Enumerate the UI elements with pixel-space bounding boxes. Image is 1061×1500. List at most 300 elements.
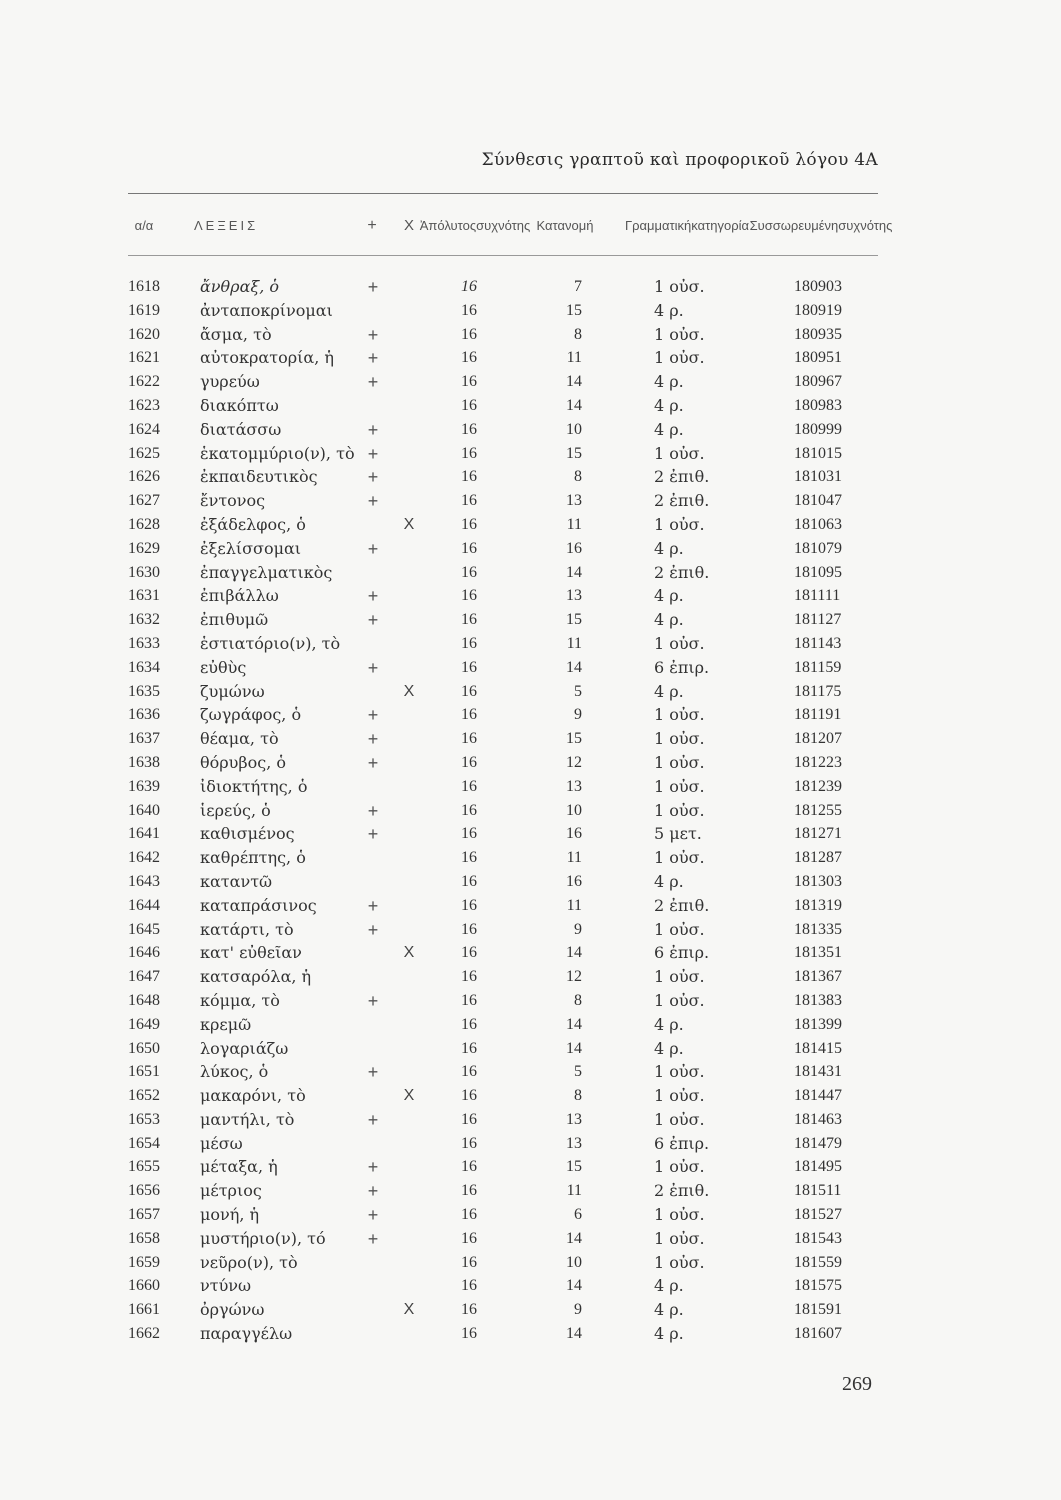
entry-plus-mark: + [367,752,379,773]
table-row [0,1274,1061,1298]
entry-cumulative-frequency: 181319 [794,896,842,914]
entry-absolute-frequency: 16 [461,539,477,557]
entry-word: ἀνταποκρίνομαι [200,300,333,320]
entry-absolute-frequency: 16 [461,373,477,391]
entry-number: 1650 [128,1039,160,1057]
table-row [0,346,1061,370]
entry-plus-mark: + [367,586,379,607]
column-header-plus: + [367,216,377,234]
entry-number: 1646 [128,944,160,962]
entry-x-mark: Χ [403,1301,415,1319]
entry-word: θόρυβος, ὁ [200,752,287,772]
entry-cumulative-frequency: 181191 [794,706,842,724]
entry-x-mark: Χ [403,1087,415,1105]
entry-distribution: 10 [566,1253,582,1271]
entry-number: 1655 [128,1158,160,1176]
entry-word: νεῦρο(ν), τὸ [200,1252,298,1272]
entry-distribution: 16 [566,872,582,890]
entry-distribution: 11 [566,515,582,533]
entry-plus-mark: + [367,800,379,821]
entry-cumulative-frequency: 181431 [794,1063,842,1081]
entry-grammatical-category: 2 ἐπιθ. [654,1181,710,1201]
entry-cumulative-frequency: 180951 [794,349,842,367]
entry-number: 1639 [128,777,160,795]
entry-distribution: 15 [566,611,582,629]
entry-absolute-frequency: 16 [461,1039,477,1057]
entry-cumulative-frequency: 181111 [794,587,841,605]
entry-word: μυστήριο(ν), τό [200,1228,326,1248]
entry-absolute-frequency: 16 [461,849,477,867]
entry-distribution: 8 [574,325,582,343]
entry-word: ζυμώνω [200,681,265,701]
entry-cumulative-frequency: 181063 [794,515,842,533]
entry-plus-mark: + [367,610,379,631]
entry-absolute-frequency: 16 [461,1277,477,1295]
entry-absolute-frequency: 16 [461,420,477,438]
entry-word: ἄσμα, τὸ [200,324,272,344]
entry-absolute-frequency: 16 [461,658,477,676]
entry-plus-mark: + [367,1181,379,1202]
entry-cumulative-frequency: 181335 [794,920,842,938]
entry-number: 1628 [128,515,160,533]
entry-absolute-frequency: 16 [461,1158,477,1176]
table-row [0,1132,1061,1156]
entry-number: 1637 [128,730,160,748]
entry-grammatical-category: 1 οὐσ. [654,848,705,868]
entry-word: μαντήλι, τὸ [200,1109,295,1129]
entry-number: 1633 [128,634,160,652]
entry-word: κρεμῶ [200,1014,252,1034]
entry-cumulative-frequency: 181351 [794,944,842,962]
entry-absolute-frequency: 16 [461,777,477,795]
entry-plus-mark: + [367,1205,379,1226]
entry-cumulative-frequency: 181255 [794,801,842,819]
entry-word: μέσω [200,1133,243,1153]
entry-plus-mark: + [367,824,379,845]
entry-word: αὐτοκρατορία, ἡ [200,348,334,368]
entry-cumulative-frequency: 181095 [794,563,842,581]
entry-grammatical-category: 4 ρ. [654,395,684,415]
entry-cumulative-frequency: 181463 [794,1110,842,1128]
entry-distribution: 11 [566,1182,582,1200]
entry-word: διακόπτω [200,395,279,415]
entry-cumulative-frequency: 180967 [794,373,842,391]
entry-absolute-frequency: 16 [461,1325,477,1343]
entry-grammatical-category: 1 οὐσ. [654,919,705,939]
table-row [0,608,1061,632]
entry-distribution: 14 [566,1277,582,1295]
entry-distribution: 15 [566,301,582,319]
table-row [0,370,1061,394]
entry-cumulative-frequency: 181495 [794,1158,842,1176]
entry-cumulative-frequency: 181415 [794,1039,842,1057]
entry-number: 1640 [128,801,160,819]
entry-cumulative-frequency: 181143 [794,634,842,652]
entry-cumulative-frequency: 180983 [794,396,842,414]
entry-cumulative-frequency: 181047 [794,492,842,510]
entry-cumulative-frequency: 181207 [794,730,842,748]
table-row [0,894,1061,918]
entry-cumulative-frequency: 181607 [794,1325,842,1343]
entry-grammatical-category: 1 οὐσ. [654,1062,705,1082]
entry-distribution: 14 [566,1015,582,1033]
entry-plus-mark: + [367,895,379,916]
entry-cumulative-frequency: 181511 [794,1182,842,1200]
entry-grammatical-category: 4 ρ. [654,610,684,630]
entry-word: λύκος, ὁ [200,1062,269,1082]
entry-word: κόμμα, τὸ [200,990,280,1010]
entry-grammatical-category: 1 οὐσ. [654,967,705,987]
entry-distribution: 8 [574,991,582,1009]
entry-absolute-frequency: 16 [461,349,477,367]
entry-distribution: 14 [566,1229,582,1247]
entry-grammatical-category: 2 ἐπιθ. [654,562,710,582]
entry-grammatical-category: 1 οὐσ. [654,729,705,749]
entry-cumulative-frequency: 180919 [794,301,842,319]
entry-number: 1661 [128,1301,160,1319]
entry-word: ὀργώνω [200,1300,265,1320]
page-number: 269 [842,1373,872,1395]
entry-word: λογαριάζω [200,1038,289,1058]
entry-cumulative-frequency: 181367 [794,968,842,986]
entry-grammatical-category: 1 οὐσ. [654,990,705,1010]
entry-number: 1643 [128,872,160,890]
entry-absolute-frequency: 16 [461,301,477,319]
entry-absolute-frequency: 16 [461,444,477,462]
entry-absolute-frequency: 16 [461,944,477,962]
entry-distribution: 11 [566,849,582,867]
entry-cumulative-frequency: 181127 [794,611,842,629]
entry-absolute-frequency: 16 [461,1229,477,1247]
table-row [0,680,1061,704]
entry-word: ἑκατομμύριο(ν), τὸ [200,443,355,463]
table-row [0,537,1061,561]
entry-number: 1634 [128,658,160,676]
entry-grammatical-category: 6 ἐπιρ. [654,1133,710,1153]
entry-distribution: 14 [566,563,582,581]
entry-number: 1632 [128,611,160,629]
column-header-grammatical-category: Γραμματική κατηγορία [624,217,750,233]
entry-word: κατ' εὐθεῖαν [200,943,302,963]
entry-grammatical-category: 2 ἐπιθ. [654,895,710,915]
entry-number: 1648 [128,991,160,1009]
entry-number: 1621 [128,349,160,367]
entry-number: 1642 [128,849,160,867]
entry-plus-mark: + [367,277,379,297]
entry-number: 1618 [128,278,160,295]
entry-number: 1641 [128,825,160,843]
entry-grammatical-category: 1 οὐσ. [654,1109,705,1129]
entry-absolute-frequency: 16 [461,1015,477,1033]
entry-word: μέταξα, ἡ [200,1157,278,1177]
entry-word: ἐξελίσσομαι [200,538,302,558]
entry-absolute-frequency: 16 [461,682,477,700]
table-row [0,323,1061,347]
table-row [0,656,1061,680]
entry-absolute-frequency: 16 [461,1182,477,1200]
entry-cumulative-frequency: 181079 [794,539,842,557]
entry-number: 1659 [128,1253,160,1271]
entry-absolute-frequency: 16 [461,611,477,629]
entry-distribution: 15 [566,730,582,748]
entry-distribution: 16 [566,825,582,843]
entry-plus-mark: + [367,491,379,512]
entry-cumulative-frequency: 181447 [794,1087,842,1105]
entry-absolute-frequency: 16 [461,1206,477,1224]
entry-grammatical-category: 4 ρ. [654,1300,684,1320]
entry-distribution: 14 [566,944,582,962]
entry-word: ἐκπαιδευτικὸς [200,467,318,487]
entry-distribution: 13 [566,492,582,510]
entry-word: καθισμένος [200,824,295,844]
entry-cumulative-frequency: 181271 [794,825,842,843]
entry-distribution: 14 [566,1039,582,1057]
entry-cumulative-frequency: 180903 [794,278,842,295]
entry-plus-mark: + [367,467,379,488]
entry-number: 1627 [128,492,160,510]
entry-word: καταντῶ [200,871,273,891]
entry-number: 1638 [128,753,160,771]
entry-absolute-frequency: 16 [461,920,477,938]
entry-grammatical-category: 1 οὐσ. [654,1228,705,1248]
entry-distribution: 8 [574,468,582,486]
table-row [0,442,1061,466]
entry-cumulative-frequency: 180935 [794,325,842,343]
entry-word: ἐπαγγελματικὸς [200,562,333,582]
table-row [0,822,1061,846]
entry-x-mark: Χ [403,944,415,962]
table-row [0,989,1061,1013]
table-row [0,465,1061,489]
table-row [0,751,1061,775]
table-row [0,870,1061,894]
entry-cumulative-frequency: 181239 [794,777,842,795]
entry-distribution: 14 [566,658,582,676]
entry-word: ζωγράφος, ὁ [200,705,302,725]
entry-word: ἐπιβάλλω [200,586,279,606]
table-row [0,1155,1061,1179]
entry-distribution: 13 [566,777,582,795]
table-row [0,1227,1061,1251]
entry-grammatical-category: 1 οὐσ. [654,1086,705,1106]
entry-absolute-frequency: 16 [461,396,477,414]
entry-plus-mark: + [367,1062,379,1083]
entry-absolute-frequency: 16 [461,515,477,533]
running-head: Σύνθεσις γραπτοῦ καὶ προφορικοῦ λόγου 4Α [481,150,878,170]
entry-distribution: 5 [574,1063,582,1081]
entry-number: 1662 [128,1325,160,1343]
table-row [0,1251,1061,1275]
entry-plus-mark: + [367,705,379,726]
entry-number: 1651 [128,1063,160,1081]
entry-word: μέτριος [200,1181,262,1201]
entry-grammatical-category: 4 ρ. [654,681,684,701]
entry-grammatical-category: 4 ρ. [654,419,684,439]
entry-absolute-frequency: 16 [461,730,477,748]
entry-absolute-frequency: 16 [461,587,477,605]
table-row [0,918,1061,942]
table-row [0,513,1061,537]
table-row [0,632,1061,656]
entry-plus-mark: + [367,324,379,345]
entry-absolute-frequency: 16 [461,968,477,986]
entry-word: παραγγέλω [200,1324,293,1344]
entry-distribution: 12 [566,968,582,986]
entry-distribution: 16 [566,539,582,557]
entry-plus-mark: + [367,443,379,464]
entry-distribution: 10 [566,801,582,819]
entry-grammatical-category: 4 ρ. [654,1276,684,1296]
entry-cumulative-frequency: 181287 [794,849,842,867]
entry-grammatical-category: 1 οὐσ. [654,633,705,653]
entry-grammatical-category: 1 οὐσ. [654,1252,705,1272]
entry-word: διατάσσω [200,419,282,439]
entry-number: 1657 [128,1206,160,1224]
entry-grammatical-category: 1 οὐσ. [654,752,705,772]
entry-cumulative-frequency: 181575 [794,1277,842,1295]
entry-absolute-frequency: 16 [461,1087,477,1105]
entry-grammatical-category: 4 ρ. [654,1324,684,1344]
entry-distribution: 15 [566,444,582,462]
entry-grammatical-category: 1 οὐσ. [654,443,705,463]
entry-word: καθρέπτης, ὁ [200,848,306,868]
entry-absolute-frequency: 16 [461,1134,477,1152]
entry-plus-mark: + [367,729,379,750]
entry-absolute-frequency: 16 [461,278,477,295]
entry-plus-mark: + [367,538,379,559]
entry-plus-mark: + [367,348,379,369]
entry-cumulative-frequency: 181303 [794,872,842,890]
entry-grammatical-category: 6 ἐπιρ. [654,657,710,677]
entry-cumulative-frequency: 181479 [794,1134,842,1152]
entry-number: 1620 [128,325,160,343]
entry-distribution: 9 [574,706,582,724]
entry-cumulative-frequency: 180999 [794,420,842,438]
column-header-absolute-frequency: Ἀπόλυτος συχνότης [419,217,531,233]
entry-cumulative-frequency: 181559 [794,1253,842,1271]
entry-absolute-frequency: 16 [461,706,477,724]
entry-plus-mark: + [367,372,379,393]
entry-distribution: 13 [566,1134,582,1152]
entry-grammatical-category: 1 οὐσ. [654,514,705,534]
entry-absolute-frequency: 16 [461,825,477,843]
entry-plus-mark: + [367,1109,379,1130]
entry-distribution: 7 [574,278,582,295]
entry-plus-mark: + [367,990,379,1011]
table-row [0,941,1061,965]
entry-plus-mark: + [367,1228,379,1249]
table-row [0,727,1061,751]
entry-word: ἔντονος [200,491,266,511]
entry-grammatical-category: 6 ἐπιρ. [654,943,710,963]
entry-grammatical-category: 4 ρ. [654,871,684,891]
entry-absolute-frequency: 16 [461,468,477,486]
entry-grammatical-category: 4 ρ. [654,1014,684,1034]
entry-distribution: 9 [574,920,582,938]
entry-distribution: 13 [566,1110,582,1128]
entry-absolute-frequency: 16 [461,872,477,890]
entry-plus-mark: + [367,919,379,940]
entry-distribution: 9 [574,1301,582,1319]
entry-absolute-frequency: 16 [461,1253,477,1271]
column-header-aa: α/α [134,217,154,233]
entry-grammatical-category: 1 οὐσ. [654,277,705,296]
entry-distribution: 10 [566,420,582,438]
entry-number: 1649 [128,1015,160,1033]
column-header-lexeis: ΛΕΞΕΙΣ [194,217,259,233]
entry-number: 1644 [128,896,160,914]
entry-word: εὐθὺς [200,657,247,677]
entry-absolute-frequency: 16 [461,563,477,581]
entry-grammatical-category: 2 ἐπιθ. [654,491,710,511]
entry-grammatical-category: 1 οὐσ. [654,1205,705,1225]
entry-grammatical-category: 1 οὐσ. [654,348,705,368]
entry-number: 1623 [128,396,160,414]
entry-number: 1622 [128,373,160,391]
table-row [0,561,1061,585]
table-row [0,1179,1061,1203]
entry-grammatical-category: 5 μετ. [654,824,702,844]
entry-word: ἰδιοκτήτης, ὁ [200,776,308,796]
entry-number: 1654 [128,1134,160,1152]
entry-word: ἐπιθυμῶ [200,610,269,630]
table-row [0,1203,1061,1227]
entry-grammatical-category: 4 ρ. [654,300,684,320]
entry-grammatical-category: 4 ρ. [654,372,684,392]
entry-number: 1636 [128,706,160,724]
entry-word: κατάρτι, τὸ [200,919,294,939]
entry-absolute-frequency: 16 [461,991,477,1009]
table-row [0,1084,1061,1108]
table-row [0,584,1061,608]
entry-absolute-frequency: 16 [461,325,477,343]
entry-distribution: 15 [566,1158,582,1176]
entry-cumulative-frequency: 181527 [794,1206,842,1224]
table-row [0,1298,1061,1322]
entry-word: ντύνω [200,1276,252,1296]
table-row [0,1060,1061,1084]
entry-cumulative-frequency: 181015 [794,444,842,462]
entry-number: 1647 [128,968,160,986]
entry-word: ἱερεύς, ὁ [200,800,271,820]
entry-grammatical-category: 4 ρ. [654,538,684,558]
entry-word: γυρεύω [200,372,260,392]
table-row [0,1322,1061,1346]
entry-word: μακαρόνι, τὸ [200,1086,306,1106]
entry-distribution: 12 [566,753,582,771]
entry-word: ἑστιατόριο(ν), τὸ [200,633,341,653]
entry-word: μονή, ἡ [200,1205,260,1225]
entry-grammatical-category: 1 οὐσ. [654,776,705,796]
entry-number: 1660 [128,1277,160,1295]
table-row [0,299,1061,323]
table-row [0,1108,1061,1132]
entry-cumulative-frequency: 181399 [794,1015,842,1033]
entry-grammatical-category: 4 ρ. [654,586,684,606]
table-row [0,418,1061,442]
entry-number: 1624 [128,420,160,438]
entry-word: κατσαρόλα, ἡ [200,967,312,987]
entry-cumulative-frequency: 181159 [794,658,842,676]
entry-distribution: 11 [566,634,582,652]
entry-distribution: 14 [566,373,582,391]
entry-number: 1619 [128,301,160,319]
table-row [0,1013,1061,1037]
entry-grammatical-category: 1 οὐσ. [654,324,705,344]
table-row [0,703,1061,727]
column-header-distribution: Κατανομή [536,217,594,233]
entry-cumulative-frequency: 181223 [794,753,842,771]
